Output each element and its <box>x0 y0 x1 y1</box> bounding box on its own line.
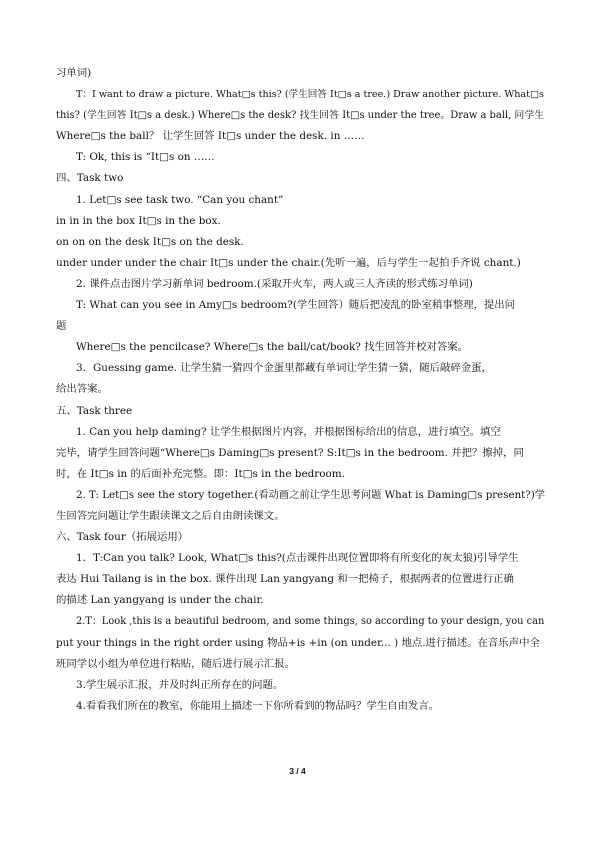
text-line: T：I want to draw a picture. What□s this? (学生回答 It□s a tree.) Draw another picture. What□s <box>76 89 544 101</box>
text-line: 的描述 Lan yangyang is under the chair. <box>56 594 264 607</box>
text-line: 3．Guessing game. 让学生猜一猜四个金蛋里都藏有单词让学生猜一猜，随后敲碎金蛋， <box>76 362 492 375</box>
text-line: 班同学以小组为单位进行粘贴，随后进行展示汇报。 <box>56 657 295 670</box>
text-line: 给出答案。 <box>56 383 108 396</box>
text-line: 四、Task two <box>56 172 124 185</box>
page-number: 3 / 4 <box>289 766 306 776</box>
text-line: 1. Let□s see task two. “Can you chant” <box>76 193 284 206</box>
text-line: in in in the box It□s in the box. <box>56 214 221 227</box>
document-body <box>56 63 544 717</box>
text-line: T: Ok, this is “It□s on …… <box>76 151 215 164</box>
text-line: T: What can you see in Amy□s bedroom?(学生回答）随后把凌乱的卧室稍事整理，提出问 <box>76 299 516 312</box>
text-line: Where□s the pencilcase? Where□s the ball/cat/book? 找生回答并校对答案。 <box>76 341 469 354</box>
text-line: 习单词) <box>56 67 92 79</box>
text-line: 1. Can you help daming? 让学生根据图片内容，并根据图标给出的信息，进行填空。填空 <box>76 425 501 438</box>
text-line: 生回答完问题让学生跟读课文之后自由朗读课文。 <box>56 509 285 522</box>
text-line: Where□s the ball？ 让学生回答 It□s under the desk. in …… <box>56 130 365 143</box>
text-line: 表达 Hui Tailang is in the box. 课件出现 Lan yangyang 和一把椅子，根据两者的位置进行正确 <box>56 573 514 586</box>
text-line: this? (学生回答 It□s a desk.) Where□s the desk? 找生回答 It□s under the tree。Draw a ball, 问学生 <box>56 110 545 122</box>
text-line: under under under the chair It□s under the chair.(先听一遍，后与学生一起拍手齐说 chant.) <box>56 256 521 269</box>
text-line: 2.T：Look ,this is a beautiful bedroom, and some things, so according to your design, you can <box>76 616 545 628</box>
text-line: 2. T: Let□s see the story together.(看动画之前让学生思考问题 What is Daming□s present?)学 <box>76 488 546 501</box>
text-line: 完毕，请学生回答问题“Where□s Daming□s present? S:It□s in the bedroom. 并把？擦掉，同 <box>56 446 524 459</box>
text-line: 五、Task three <box>56 404 133 417</box>
text-line: 4.看看我们所在的教室，你能用上描述一下你所看到的物品吗？学生自由发言。 <box>76 699 440 712</box>
text-line: put your things in the right order using 物品+is +in (on under... ) 地点.进行描述。在音乐声中全 <box>56 636 540 649</box>
text-line: 2. 课件点击图片学习新单词 bedroom.(采取开火车，两人或三人齐读的形式练习单词) <box>76 277 473 290</box>
text-line: 时，在 It□s in 的后面补充完整。即：It□s in the bedroom. <box>56 467 345 480</box>
text-line: on on on the desk It□s on the desk. <box>56 235 244 248</box>
text-line: 六、Task four（拓展运用） <box>56 531 189 544</box>
text-line: 3.学生展示汇报，并及时纠正所存在的问题。 <box>76 678 284 691</box>
text-line: 1．T:Can you talk? Look, What□s this?(点击课件出现位置即将有所变化的灰太狼)引导学生 <box>76 552 519 565</box>
text-line: 题 <box>56 320 67 333</box>
